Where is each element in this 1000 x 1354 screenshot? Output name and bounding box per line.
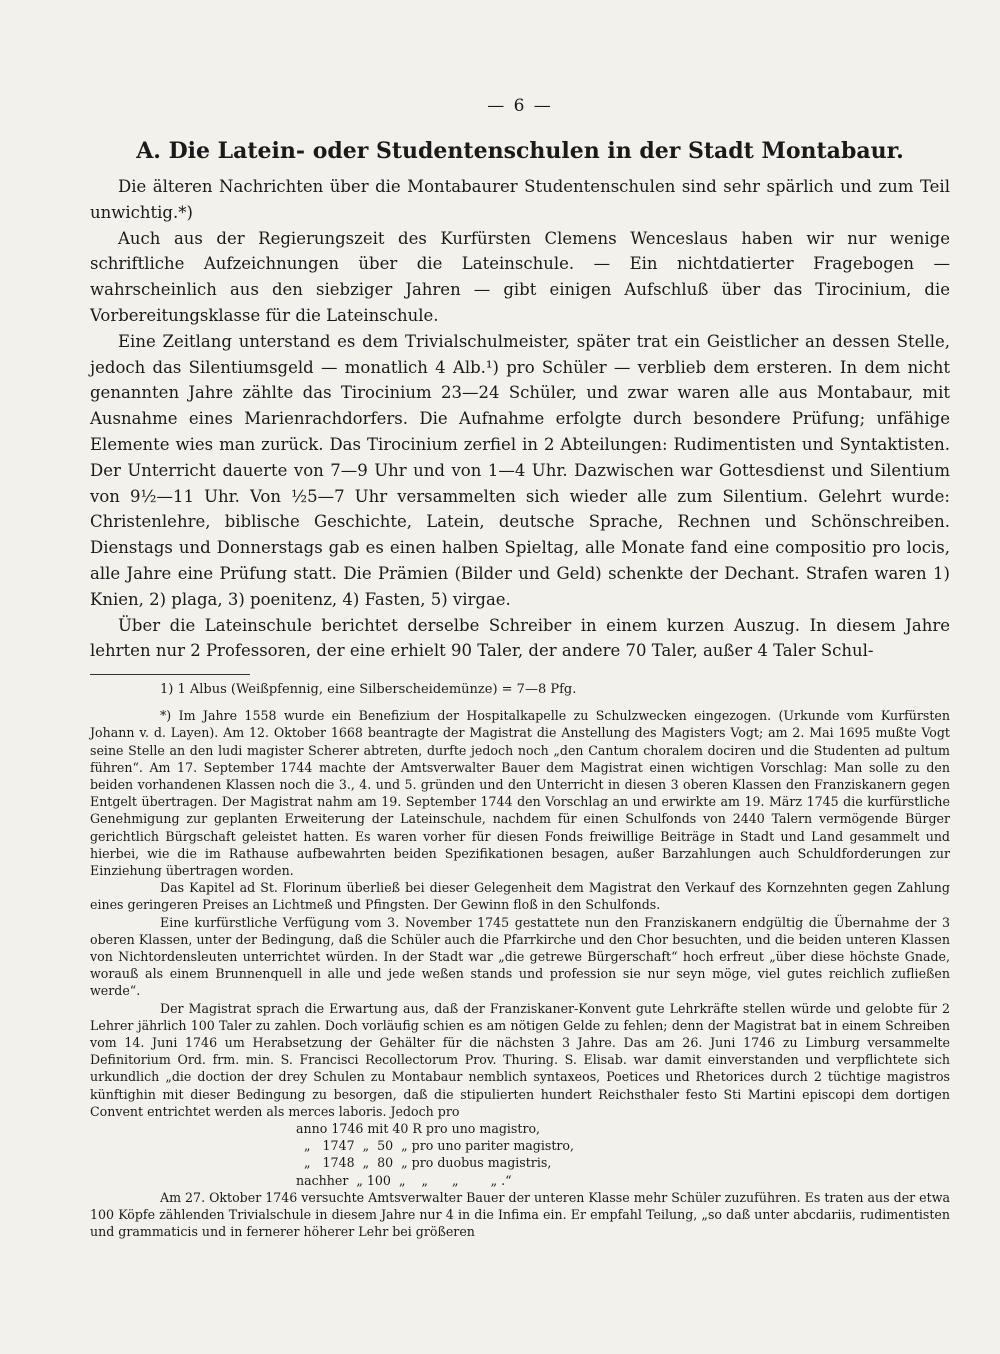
note-paragraph: Das Kapitel ad St. Florinum überließ bei dieser Gelegenheit dem Magistrat den Verkauf des Kornzehnten gegen Zahlung eines geringeren Preises an Lichtmeß und Pfingsten. Der Gewinn floß in den Schulfonds. [90,880,950,913]
document-page [90,96,950,1240]
note-paragraph: Der Magistrat sprach die Erwartung aus, daß der Franziskaner-Konvent gute Lehrkräfte stellen würde und gelobte für 2 Lehrer jährlich 100 Taler zu zahlen. Doch vorläufig schien es am nötigen Gelde zu fehlen; denn der Magistrat bat in einem Schreiben vom 14. Juni 1746 um Herabsetzung der Gehälter für die nächsten 3 Jahre. Das am 26. Juni 1746 zu Limburg versammelte Definitorium Ord. frm. min. S. Francisci Recollectorum Prov. Thuring. S. Elisab. war damit einverstanden und verpflichtete sich urkundlich „die doction der drey Schulen zu Montabaur nemblich syntaxeos, Poetices und Rhetorices durch 2 tüchtige magistros künftighin mit dieser Bedingung zu besorgen, daß die stipulierten hundert Reichsthaler festo Sti Martini episcopi dem dortigen Convent entrichtet werden als merces laboris. Jedoch pro [90,1000,950,1119]
page-number: — 6 — [487,96,553,116]
schedule-line: nachher „ 100 „ „ „ „ .“ [296,1172,512,1188]
footnote-continuation [90,1189,950,1241]
footnote-asterisk [90,707,950,1120]
paragraph: Eine Zeitlang unterstand es dem Trivialschulmeister, später trat ein Geistlicher an dessen Stelle, jedoch das Silentiumsgeld — monatlich 4 Alb.¹) pro Schüler — verblieb dem ersteren. In dem nicht genannten Jahre zählte das Tirocinium 23—24 Schüler, und zwar waren alle aus Montabaur, mit Ausnahme eines Marienrachdorfers. Die Aufnahme erfolgte durch besondere Prüfung; unfähige Elemente wies man zurück. Das Tirocinium zerfiel in 2 Abteilungen: Rudimentisten und Syntaktisten. Der Unterricht dauerte von 7—9 Uhr und von 1—4 Uhr. Dazwischen war Gottesdienst und Silentium von 9½—11 Uhr. Von ½5—7 Uhr versammelten sich wieder alle zum Silentium. Gelehrt wurde: Christenlehre, biblische Geschichte, Latein, deutsche Sprache, Rechnen und Schönschreiben. Dienstags und Donnerstags gab es einen halben Spieltag, alle Monate fand eine compositio pro locis, alle Jahre eine Prüfung statt. Die Prämien (Bilder und Geld) schenkte der Dechant. Strafen waren 1) Knien, 2) plaga, 3) poenitenz, 4) Fasten, 5) virgae. [90,331,950,609]
note-paragraph: Eine kurfürstliche Verfügung vom 3. November 1745 gestattete nun den Franziskanern endgültig die Übernahme der 3 oberen Klassen, unter der Bedingung, daß die Schüler auch die Pfarrkirche und den Chor besuchten, und die beiden unteren Klassen von Nichtordensleuten unterrichtet würden. In der Stadt war „die getrewe Bürgerschaft“ hoch erfreut „über diese höchste Gnade, worauß als einem Brunnenquell in alle und jede weßen stands und profession sie nur seyn möge, viel gutes reichlich zufließen werde“. [90,914,950,999]
main-text [90,174,950,664]
note-paragraph: Am 27. Oktober 1746 versuchte Amtsverwalter Bauer der unteren Klasse mehr Schüler zuzuführen. Es traten aus der etwa 100 Köpfe zählenden Trivialschule in diesem Jahre nur 4 in die Infima ein. Er empfahl Teilung, „so daß unter abcdariis, rudimentisten und grammaticis und in fernerer höherer Lehr bei größeren [90,1189,950,1240]
note-paragraph: *) Im Jahre 1558 wurde ein Benefizium der Hospitalkapelle zu Schulzwecken eingezogen. (Urkunde vom Kurfürsten Johann v. d. Layen). Am 12. Oktober 1668 beantragte der Magistrat die Anstellung des Magisters Vogt; am 2. Mai 1695 mußte Vogt seine Stelle an den ludi magister Scherer abtreten, durfte jedoch noch „den Cantum choralem dociren und die Studenten ad pultum führen“. Am 17. September 1744 machte der Amtsverwalter Bauer dem Magistrat einen wichtigen Vorschlag: Man solle zu den beiden vorhandenen Klassen noch die 3., 4. und 5. gründen und den Unterricht in diesen 3 oberen Klassen den Franziskanern gegen Entgelt übertragen. Der Magistrat nahm am 19. September 1744 den Vorschlag an und erwirkte am 19. März 1745 die kurfürstliche Genehmigung zur geplanten Erweiterung der Lateinschule, nachdem für einen Schulfonds von 2440 Talern vermögende Bürger gerichtlich Bürgschaft geleistet hatten. Es waren vorher für diesen Fonds freiwillige Beiträge in Stadt und Land gesammelt und hierbei, wie die im Rathause aufbewahrten beiden Spezifikationen besagen, außer Barzahlungen auch Schuldforderungen zur Einziehung übertragen worden. [90,708,950,878]
schedule-line: anno 1746 mit 40 R pro uno magistro, [296,1121,541,1137]
paragraph: Die älteren Nachrichten über die Montabaurer Studentenschulen sind sehr spärlich und zum Teil unwichtig.*) [90,177,950,222]
paragraph: Über die Lateinschule berichtet derselbe Schreiber in einem kurzen Auszug. In diesem Jahre lehrten nur 2 Professoren, der eine erhielt 90 Taler, der andere 70 Taler, außer 4 Taler Schul- [90,615,950,661]
section-heading: A. Die Latein- oder Studentenschulen in der Stadt Montabaur. [136,138,904,164]
schedule-line: „ 1748 „ 80 „ pro duobus magistris, [296,1155,552,1171]
salary-schedule [296,1120,950,1189]
footnote-1: 1) 1 Albus (Weißpfennig, eine Silberscheidemünze) = 7—8 Pfg. [160,682,577,698]
schedule-line: „ 1747 „ 50 „ pro uno pariter magistro, [296,1138,574,1154]
paragraph: Auch aus der Regierungszeit des Kurfürsten Clemens Wenceslaus haben wir nur wenige schriftliche Aufzeichnungen über die Lateinschule. — Ein nichtdatierter Fragebogen — wahrscheinlich aus den siebziger Jahren — gibt einigen Aufschluß über das Tirocinium, die Vorbereitungsklasse für die Lateinschule. [90,228,950,325]
footnote-divider [90,674,250,675]
